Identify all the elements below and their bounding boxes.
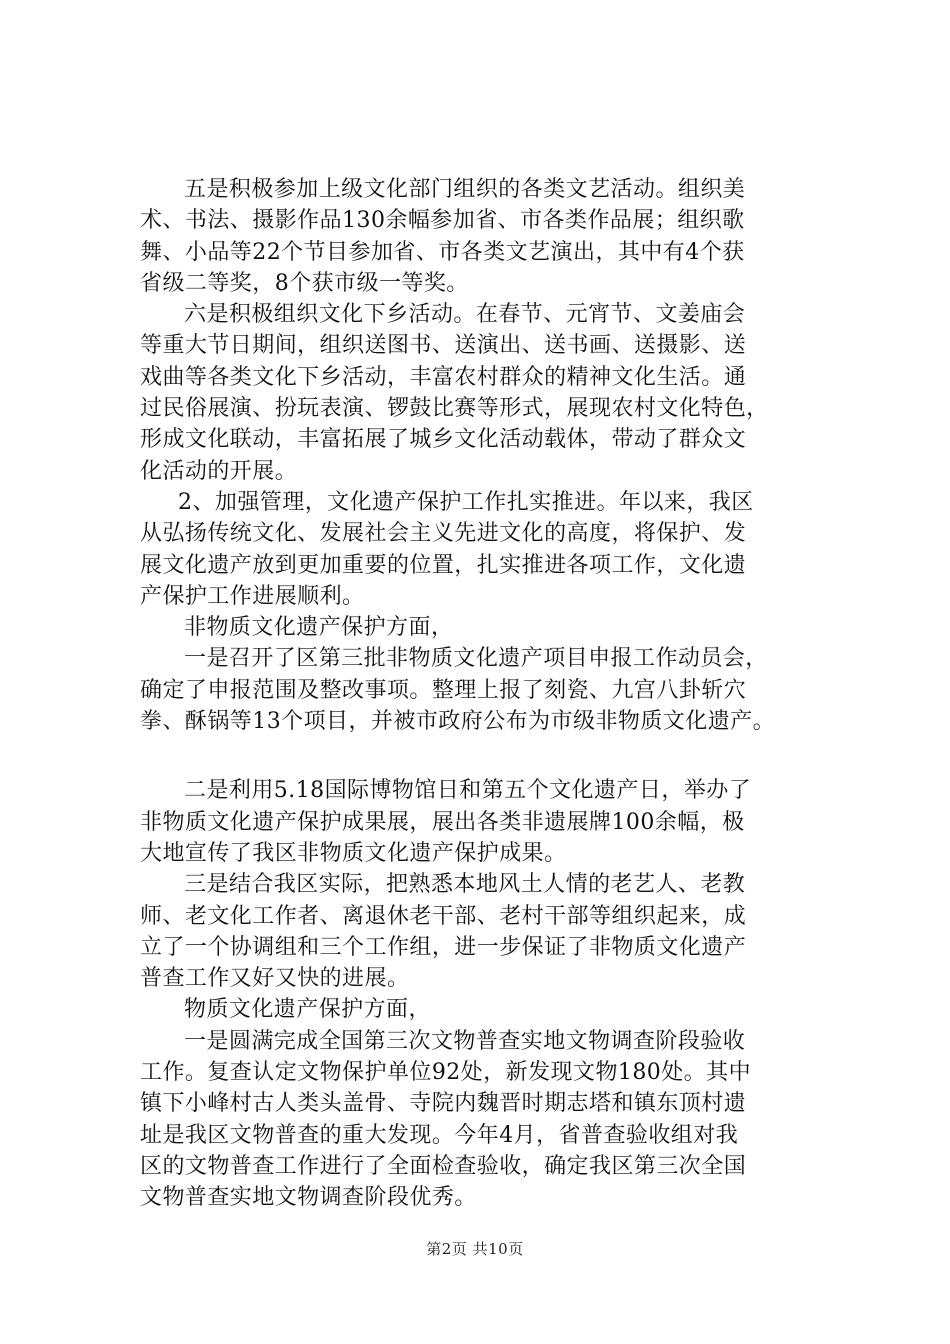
paragraph-line: 戏曲等各类文化下乡活动，丰富农村群众的精神文化生活。通 [140,364,747,390]
paragraph-line: 立了一个协调组和三个工作组，进一步保证了非物质文化遗产 [140,934,747,960]
paragraph-line: 非物质文化遗产保护成果展，展出各类非遗展牌100余幅，极 [140,809,745,835]
paragraph-line: 从弘扬传统文化、发展社会主义先进文化的高度，将保护、发 [140,521,747,547]
document-body [140,174,830,1214]
paragraph-line: 一是圆满完成全国第三次文物普查实地文物调查阶段验收 [184,1028,746,1054]
paragraph-line: 术、书法、摄影作品130余幅参加省、市各类作品展；组织歌 [140,208,745,234]
paragraph-line: 拳、酥锅等13个项目，并被市政府公布为市级非物质文化遗产。 [140,709,776,735]
paragraph-line: 产保护工作进展顺利。 [140,583,365,609]
paragraph-line: 三是结合我区实际，把熟悉本地风土人情的老艺人、老教 [184,872,746,898]
section-heading-line: 2、加强管理，文化遗产保护工作扎实推进。年以来，我区 [178,489,754,515]
paragraph-line: 镇下小峰村古人类头盖骨、寺院内魏晋时期志塔和镇东顶村遗 [140,1091,747,1117]
paragraph-gap [140,737,830,775]
subheading-line: 物质文化遗产保护方面， [184,997,431,1023]
paragraph-line: 舞、小品等22个节目参加省、市各类文艺演出，其中有4个获 [140,239,745,265]
paragraph-line: 展文化遗产放到更加重要的位置，扎实推进各项工作，文化遗 [140,552,747,578]
paragraph-line: 一是召开了区第三批非物质文化遗产项目申报工作动员会， [184,646,768,672]
page-number-footer: 第2页 共10页 [426,1240,524,1258]
paragraph-line: 区的文物普查工作进行了全面检查验收，确定我区第三次全国 [140,1153,747,1179]
paragraph-line: 形成文化联动，丰富拓展了城乡文化活动载体，带动了群众文 [140,427,747,453]
paragraph-line: 普查工作又好又快的进展。 [140,966,410,992]
subheading-line: 非物质文化遗产保护方面， [184,615,454,641]
paragraph-line: 址是我区文物普查的重大发现。今年4月，省普查验收组对我 [140,1122,739,1148]
paragraph-line: 确定了申报范围及整改事项。整理上报了刻瓷、九宫八卦斩穴 [140,677,747,703]
paragraph-line: 工作。复查认定文物保护单位92处，新发现文物180处。其中 [140,1060,752,1086]
paragraph-line: 过民俗展演、扮玩表演、锣鼓比赛等形式，展现农村文化特色， [140,396,769,422]
paragraph-line: 师、老文化工作者、离退休老干部、老村干部等组织起来，成 [140,903,747,929]
paragraph-line: 二是利用5.18国际博物馆日和第五个文化遗产日，举办了 [184,778,752,804]
paragraph-line: 化活动的开展。 [140,458,298,484]
paragraph-line: 五是积极参加上级文化部门组织的各类文艺活动。组织美 [184,177,746,202]
paragraph-line: 等重大节日期间，组织送图书、送演出、送书画、送摄影、送 [140,333,747,359]
paragraph-line: 六是积极组织文化下乡活动。在春节、元宵节、文姜庙会 [184,302,746,328]
paragraph-line: 大地宣传了我区非物质文化遗产保护成果。 [140,840,567,866]
paragraph-line: 文物普查实地文物调查阶段优秀。 [140,1185,477,1211]
paragraph-line: 省级二等奖，8个获市级一等奖。 [140,270,469,296]
